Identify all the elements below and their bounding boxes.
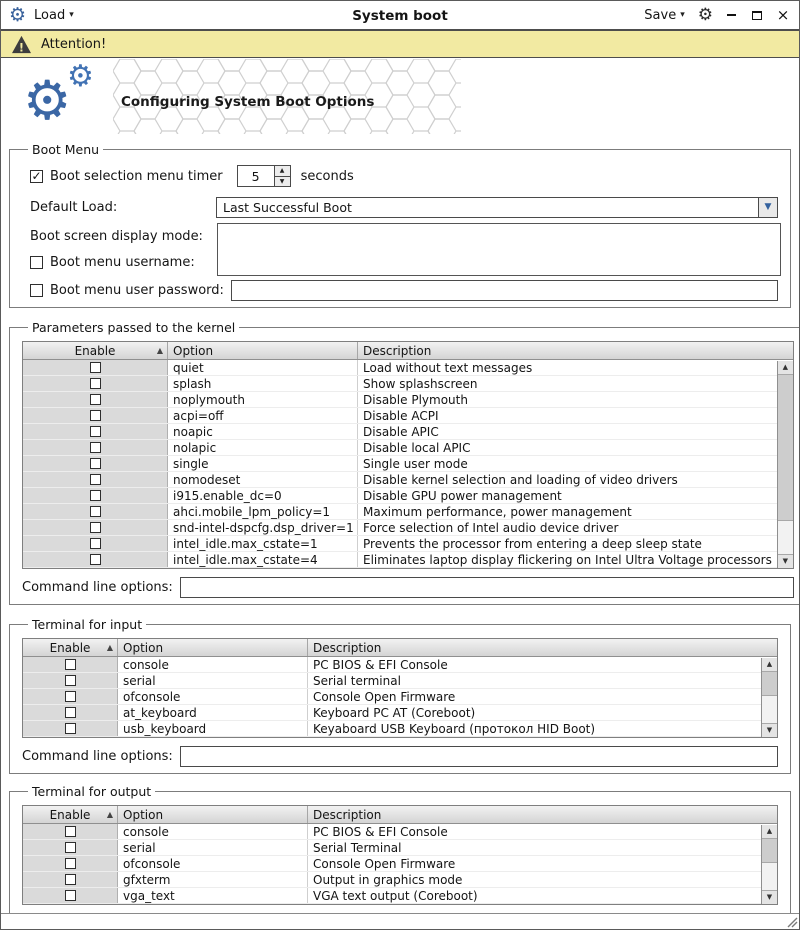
description-cell: Disable local APIC xyxy=(363,440,471,455)
description-cell: VGA text output (Coreboot) xyxy=(313,888,478,903)
enable-cell xyxy=(23,456,168,471)
description-cell: Serial Terminal xyxy=(313,840,402,855)
scroll-down-button[interactable]: ▼ xyxy=(762,890,777,904)
description-cell: Console Open Firmware xyxy=(313,689,456,704)
enable-cell xyxy=(23,705,118,720)
save-menu-button[interactable] xyxy=(641,6,687,25)
default-load-combobox[interactable] xyxy=(216,197,778,218)
scroll-thumb[interactable] xyxy=(762,839,777,863)
enable-column-header[interactable] xyxy=(23,639,118,656)
option-cell: ofconsole xyxy=(118,689,308,704)
enable-cell xyxy=(23,520,168,535)
description-cell: Load without text messages xyxy=(363,360,533,375)
table-row xyxy=(23,520,777,536)
enable-cell xyxy=(23,673,118,688)
chevron-down-icon: ▼ xyxy=(764,202,772,212)
table-row xyxy=(23,472,777,488)
sort-asc-icon: ▲ xyxy=(106,642,113,652)
settings-gear-icon[interactable]: ⚙ xyxy=(697,4,713,25)
table-row xyxy=(23,872,761,888)
description-cell: Force selection of Intel audio device driver xyxy=(363,520,619,535)
header-banner xyxy=(1,58,799,136)
password-label: Boot menu user password: xyxy=(50,283,224,298)
enable-cell xyxy=(23,360,168,375)
cmdline-row xyxy=(22,746,778,767)
option-cell: console xyxy=(118,824,308,839)
description-cell: Eliminates laptop display flickering on Intel Ultra Voltage processors xyxy=(363,552,772,567)
enable-cell xyxy=(23,552,168,567)
cmdline-label: Command line options: xyxy=(22,749,173,764)
maximize-icon xyxy=(752,11,762,20)
option-cell: serial xyxy=(118,840,308,855)
table-row xyxy=(23,408,777,424)
display-mode-label: Boot screen display mode: xyxy=(30,228,203,244)
password-input[interactable] xyxy=(231,280,778,301)
table-row xyxy=(23,888,761,904)
enable-cell xyxy=(23,488,168,503)
sort-asc-icon: ▲ xyxy=(106,809,113,819)
option-cell: ofconsole xyxy=(118,856,308,871)
cmdline-label: Command line options: xyxy=(22,580,173,595)
sort-asc-icon: ▲ xyxy=(156,345,163,355)
scroll-up-button[interactable]: ▲ xyxy=(762,658,777,672)
enable-cell xyxy=(23,408,168,423)
row-enable-checkbox[interactable] xyxy=(90,426,101,437)
row-enable-checkbox[interactable] xyxy=(90,522,101,533)
timer-value: 5 xyxy=(251,168,260,184)
row-enable-checkbox[interactable] xyxy=(65,707,76,718)
option-cell: ahci.mobile_lpm_policy=1 xyxy=(168,504,358,519)
option-cell: nomodeset xyxy=(168,472,358,487)
option-cell: intel_idle.max_cstate=4 xyxy=(168,552,358,567)
table-row xyxy=(23,456,777,472)
row-enable-checkbox[interactable] xyxy=(90,506,101,517)
option-cell: nolapic xyxy=(168,440,358,455)
option-cell: serial xyxy=(118,673,308,688)
description-cell: Disable Plymouth xyxy=(363,392,468,407)
default-load-row xyxy=(30,197,778,218)
row-enable-checkbox[interactable] xyxy=(90,490,101,501)
option-cell: usb_keyboard xyxy=(118,721,308,736)
enable-cell xyxy=(23,872,118,887)
boot-menu-section xyxy=(9,142,791,308)
gears-logo-icon: ⚙ xyxy=(23,69,72,132)
description-cell: Keyboard PC AT (Coreboot) xyxy=(313,705,476,720)
default-load-value: Last Successful Boot xyxy=(223,200,352,215)
description-cell: Single user mode xyxy=(363,456,468,471)
chevron-down-icon: ▾ xyxy=(680,9,685,20)
scroll-up-button[interactable]: ▲ xyxy=(778,361,793,375)
option-column-header[interactable]: Option xyxy=(118,806,308,823)
timer-label: Boot selection menu timer xyxy=(50,168,223,184)
table-row xyxy=(23,840,761,856)
enable-cell xyxy=(23,392,168,407)
scroll-down-button[interactable]: ▼ xyxy=(778,554,793,568)
enable-column-header[interactable] xyxy=(23,342,168,359)
row-enable-checkbox[interactable] xyxy=(65,675,76,686)
row-enable-checkbox[interactable] xyxy=(65,890,76,901)
option-column-header[interactable]: Option xyxy=(118,639,308,656)
terminal-output-legend: Terminal for output xyxy=(32,784,152,799)
username-label: Boot menu username: xyxy=(50,254,195,270)
boot-menu-legend: Boot Menu xyxy=(32,142,100,157)
row-enable-checkbox[interactable] xyxy=(90,378,101,389)
description-cell: PC BIOS & EFI Console xyxy=(313,657,448,672)
dropdown-option[interactable] xyxy=(218,241,780,258)
table-row xyxy=(23,376,777,392)
timer-unit-label: seconds xyxy=(300,168,354,184)
option-cell: at_keyboard xyxy=(118,705,308,720)
attention-banner xyxy=(1,31,799,58)
spin-down-button[interactable]: ▼ xyxy=(275,176,290,187)
enable-header-label: Enable xyxy=(74,343,116,358)
row-enable-checkbox[interactable] xyxy=(65,842,76,853)
table-body xyxy=(23,824,761,904)
option-cell: noapic xyxy=(168,424,358,439)
table-row xyxy=(23,673,761,689)
dropdown-option[interactable] xyxy=(218,258,780,275)
row-enable-checkbox[interactable] xyxy=(65,858,76,869)
close-button[interactable]: × xyxy=(776,5,790,24)
window-title: System boot xyxy=(352,8,448,24)
option-cell: splash xyxy=(168,376,358,391)
table-row xyxy=(23,689,761,705)
timer-row xyxy=(30,165,778,187)
load-menu-label: Load xyxy=(34,7,66,23)
kernel-cmdline-input[interactable] xyxy=(180,577,794,598)
enable-header-label: Enable xyxy=(49,640,91,655)
row-enable-checkbox[interactable] xyxy=(90,362,101,373)
table-row xyxy=(23,721,761,737)
table-row xyxy=(23,424,777,440)
table-body xyxy=(23,360,777,568)
terminal-output-section xyxy=(9,784,791,930)
row-enable-checkbox[interactable] xyxy=(90,458,101,469)
description-cell: Output in graphics mode xyxy=(313,872,463,887)
default-load-label: Default Load: xyxy=(30,200,118,215)
titlebar-right xyxy=(641,6,791,25)
gears-logo-small-icon: ⚙ xyxy=(67,59,94,94)
description-cell: PC BIOS & EFI Console xyxy=(313,824,448,839)
timer-spinner[interactable] xyxy=(237,165,291,187)
option-cell: gfxterm xyxy=(118,872,308,887)
chevron-down-icon: ▾ xyxy=(69,9,74,20)
table-header xyxy=(23,342,793,360)
table-row xyxy=(23,440,777,456)
description-cell: Disable ACPI xyxy=(363,408,439,423)
titlebar-left xyxy=(9,3,77,26)
row-enable-checkbox[interactable] xyxy=(65,691,76,702)
attention-text: Attention! xyxy=(41,36,107,52)
description-column-header[interactable]: Description xyxy=(313,807,382,822)
row-enable-checkbox[interactable] xyxy=(90,442,101,453)
row-enable-checkbox[interactable] xyxy=(90,554,101,565)
terminal-input-section xyxy=(9,617,791,774)
description-cell: Serial terminal xyxy=(313,673,401,688)
enable-cell xyxy=(23,424,168,439)
description-cell: Prevents the processor from entering a deep sleep state xyxy=(363,536,702,551)
combo-dropdown-button[interactable] xyxy=(758,198,777,217)
enable-header-label: Enable xyxy=(49,807,91,822)
vertical-scrollbar[interactable] xyxy=(777,361,793,568)
minimize-button[interactable] xyxy=(723,7,739,23)
table-body xyxy=(23,657,761,737)
table-row xyxy=(23,705,761,721)
cmdline-row xyxy=(22,577,794,598)
spin-up-button[interactable]: ▲ xyxy=(275,166,290,176)
table-header xyxy=(23,806,777,824)
description-cell: Show splashscreen xyxy=(363,376,478,391)
status-bar xyxy=(1,913,799,929)
kernel-params-table xyxy=(22,341,794,569)
save-menu-label: Save xyxy=(644,7,677,23)
enable-cell xyxy=(23,536,168,551)
description-cell: Disable APIC xyxy=(363,424,439,439)
enable-cell xyxy=(23,440,168,455)
password-checkbox[interactable] xyxy=(30,284,43,297)
enable-cell xyxy=(23,472,168,487)
option-cell: acpi=off xyxy=(168,408,358,423)
password-row xyxy=(30,280,778,301)
spinner-buttons xyxy=(274,166,290,186)
description-column-header[interactable]: Description xyxy=(363,343,432,358)
row-enable-checkbox[interactable] xyxy=(90,394,101,405)
table-header xyxy=(23,639,777,657)
row-enable-checkbox[interactable] xyxy=(90,410,101,421)
enable-cell xyxy=(23,376,168,391)
warning-icon xyxy=(11,35,32,54)
table-row xyxy=(23,824,761,840)
row-enable-checkbox[interactable] xyxy=(65,826,76,837)
row-enable-checkbox[interactable] xyxy=(65,659,76,670)
table-row xyxy=(23,504,777,520)
terminal-output-table xyxy=(22,805,778,905)
option-cell: noplymouth xyxy=(168,392,358,407)
option-cell: console xyxy=(118,657,308,672)
dropdown-option[interactable] xyxy=(218,224,780,241)
scroll-down-button[interactable]: ▼ xyxy=(762,723,777,737)
enable-cell xyxy=(23,721,118,736)
table-row xyxy=(23,657,761,673)
enable-cell xyxy=(23,824,118,839)
default-load-dropdown-list xyxy=(217,223,781,276)
app-gears-icon: ⚙ xyxy=(9,3,27,26)
enable-cell xyxy=(23,657,118,672)
table-row xyxy=(23,488,777,504)
description-column-header[interactable]: Description xyxy=(313,640,382,655)
option-cell: i915.enable_dc=0 xyxy=(168,488,358,503)
vertical-scrollbar[interactable] xyxy=(761,658,777,737)
vertical-scrollbar[interactable] xyxy=(761,825,777,904)
option-cell: vga_text xyxy=(118,888,308,903)
option-cell: quiet xyxy=(168,360,358,375)
enable-cell xyxy=(23,856,118,871)
row-enable-checkbox[interactable] xyxy=(65,723,76,734)
scroll-thumb[interactable] xyxy=(778,375,793,521)
svg-text:!: ! xyxy=(18,40,25,54)
table-row xyxy=(23,360,777,376)
option-cell: intel_idle.max_cstate=1 xyxy=(168,536,358,551)
description-cell: Disable kernel selection and loading of video drivers xyxy=(363,472,678,487)
timer-checkbox[interactable]: ✓ xyxy=(31,169,42,183)
enable-column-header[interactable] xyxy=(23,806,118,823)
enable-cell xyxy=(23,840,118,855)
table-row xyxy=(23,552,777,568)
row-enable-checkbox[interactable] xyxy=(90,538,101,549)
description-cell: Keyaboard USB Keyboard (протокол HID Boot) xyxy=(313,721,596,736)
username-checkbox[interactable] xyxy=(30,256,43,269)
kernel-params-legend: Parameters passed to the kernel xyxy=(32,320,236,335)
enable-cell xyxy=(23,504,168,519)
table-row xyxy=(23,536,777,552)
enable-cell xyxy=(23,689,118,704)
maximize-button[interactable] xyxy=(749,7,765,23)
option-cell: single xyxy=(168,456,358,471)
terminal-input-table xyxy=(22,638,778,738)
row-enable-checkbox[interactable] xyxy=(90,474,101,485)
scroll-up-button[interactable]: ▲ xyxy=(762,825,777,839)
table-row xyxy=(23,392,777,408)
titlebar xyxy=(1,1,799,31)
description-cell: Console Open Firmware xyxy=(313,856,456,871)
enable-cell xyxy=(23,888,118,903)
kernel-params-section xyxy=(9,320,800,605)
option-column-header[interactable]: Option xyxy=(168,342,358,359)
resize-grip[interactable] xyxy=(786,916,798,928)
minimize-icon xyxy=(727,14,736,16)
scroll-thumb[interactable] xyxy=(762,672,777,696)
terminal-input-cmdline-input[interactable] xyxy=(180,746,778,767)
option-cell: snd-intel-dspcfg.dsp_driver=1 xyxy=(168,520,358,535)
terminal-input-legend: Terminal for input xyxy=(32,617,143,632)
page-title: Configuring System Boot Options xyxy=(121,94,375,110)
table-row xyxy=(23,856,761,872)
description-cell: Maximum performance, power management xyxy=(363,504,632,519)
load-menu-button[interactable] xyxy=(31,6,77,25)
row-enable-checkbox[interactable] xyxy=(65,874,76,885)
description-cell: Disable GPU power management xyxy=(363,488,562,503)
